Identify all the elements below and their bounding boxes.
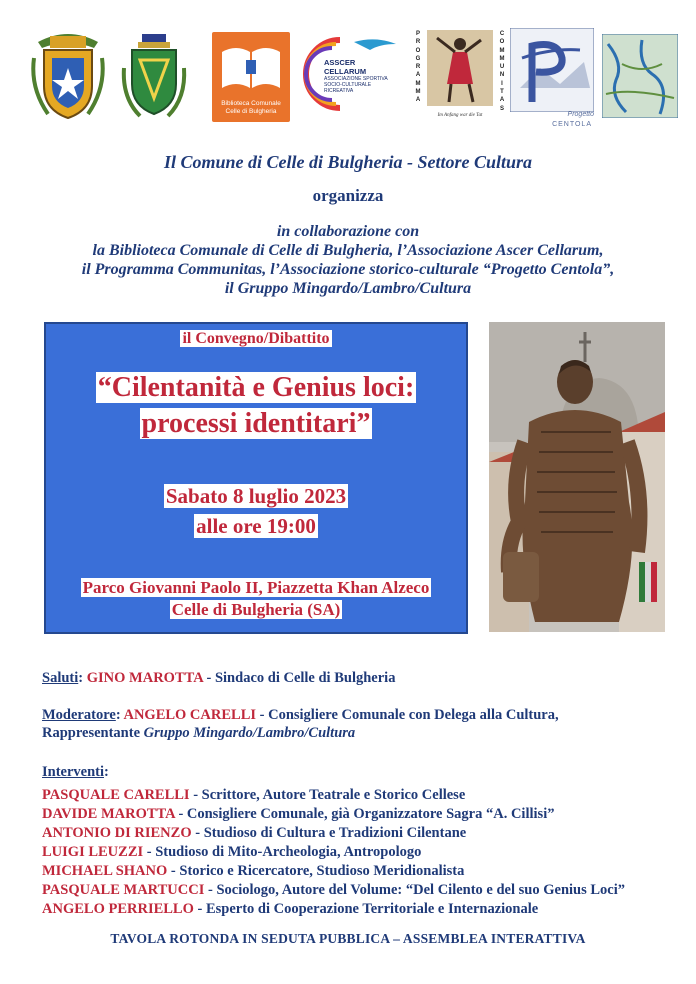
speaker-name: PASQUALE CARELLI — [42, 787, 190, 803]
organizer-heading: Il Comune di Celle di Bulgheria - Settore Cultura — [163, 152, 533, 172]
logo4-subtitle: ASSOCIAZIONE SPORTIVA SOCIO-CULTURALE RICREATIVA — [324, 76, 388, 94]
speaker-role: - Studioso di Cultura e Tradizioni Cilentane — [191, 825, 467, 841]
saluti-name: GINO MAROTTA — [86, 670, 203, 686]
speaker-name: LUIGI LEUZZI — [42, 844, 144, 860]
moderatore-role: - Consigliere Comunale con Delega alla Cultura, — [256, 707, 559, 723]
moderatore-line2 — [42, 724, 662, 743]
event-type-label: il Convegno/Dibattito — [182, 330, 330, 347]
speaker-role: - Esperto di Cooperazione Territoriale e Internazionale — [193, 901, 539, 917]
celle-di-bulgheria-coat-of-arms-logo — [28, 28, 108, 124]
speaker-item — [42, 824, 662, 843]
communitas-vertical-text: C O M M U N I T A S — [499, 31, 505, 112]
logo6-caption: Progetto — [567, 111, 594, 118]
statue-photo — [489, 322, 665, 632]
speaker-role: - Studioso di Mito-Archeologia, Antropologo — [143, 844, 422, 860]
collaboration-line: la Biblioteca Comunale di Celle di Bulgheria, l’Associazione Ascer Cellarum, — [92, 242, 604, 259]
saluti-role: - Sindaco di Celle di Bulgheria — [202, 670, 396, 686]
logo4-title: ASSCER CELLARUM — [324, 58, 367, 76]
interventi-heading: Interventi: — [42, 764, 109, 780]
speaker-item — [42, 862, 662, 881]
collaboration-line: in collaborazione con — [276, 223, 420, 240]
speaker-item — [42, 881, 662, 900]
organizza-text: organizza — [312, 186, 384, 205]
saluti-line: Saluti: GINO MAROTTA - Sindaco di Celle di Bulgheria — [42, 670, 396, 686]
moderatore-name: ANGELO CARELLI — [123, 707, 257, 723]
moderatore-label: Moderatore — [42, 707, 116, 723]
biblioteca-comunale-logo — [212, 32, 290, 122]
progetto-centola-logo — [510, 28, 594, 128]
logo6-caption-centola: CENTOLA — [552, 121, 592, 128]
logo4-caption — [324, 58, 398, 94]
speaker-role: - Scrittore, Autore Teatrale e Storico Cellese — [189, 787, 466, 803]
speaker-name: ANGELO PERRIELLO — [42, 901, 194, 917]
event-venue-line2: Celle di Bulgheria (SA) — [171, 600, 341, 619]
event-time: alle ore 19:00 — [196, 514, 316, 538]
logo3-caption: Biblioteca Comunale Celle di Bulgheria — [221, 100, 281, 115]
programma-communitas-logo — [412, 26, 508, 122]
moderatore-line: Moderatore: ANGELO CARELLI - Consigliere Comunale con Delega alla Cultura, — [42, 707, 559, 723]
moderatore-role2-group: Gruppo Mingardo/Lambro/Cultura — [143, 725, 356, 741]
municipal-shield-logo — [118, 28, 190, 124]
speaker-name: PASQUALE MARTUCCI — [42, 882, 205, 898]
event-venue-line1: Parco Giovanni Paolo II, Piazzetta Khan Alzeco — [82, 578, 430, 597]
moderatore-role2-prefix: Rappresentante — [42, 725, 144, 741]
speakers-list — [42, 786, 662, 919]
speaker-role: - Storico e Ricercatore, Studioso Meridionalista — [167, 863, 465, 879]
speaker-item — [42, 805, 662, 824]
programma-vertical-text: P R O G R A M M A — [415, 31, 421, 104]
saluti-label: Saluti — [42, 670, 79, 686]
territory-map-logo — [602, 34, 678, 118]
interventi-label: Interventi — [42, 764, 105, 780]
event-title-line2: processi identitari” — [141, 408, 371, 439]
speaker-name: DAVIDE MAROTTA — [42, 806, 175, 822]
speaker-item — [42, 843, 662, 862]
collaboration-line: il Gruppo Mingardo/Lambro/Cultura — [224, 280, 472, 297]
logo5-caption: Im Anfang war die Tat — [437, 113, 483, 118]
event-title-line1: “Cilentanità e Genius loci: — [97, 372, 415, 403]
speaker-role: - Consigliere Comunale, già Organizzatore Sagra “A. Cillisi” — [174, 806, 555, 822]
footer-note: TAVOLA ROTONDA IN SEDUTA PUBBLICA – ASSEMBLEA INTERATTIVA — [110, 931, 586, 946]
speaker-name: ANTONIO DI RIENZO — [42, 825, 192, 841]
speaker-item — [42, 786, 662, 805]
event-info-box — [44, 322, 468, 634]
speaker-item — [42, 900, 662, 919]
ascer-cellarum-logo — [300, 34, 400, 114]
speaker-role: - Sociologo, Autore del Volume: “Del Cilento e del suo Genius Loci” — [204, 882, 626, 898]
communitas-figure-icon — [427, 30, 493, 106]
event-date: Sabato 8 luglio 2023 — [165, 484, 347, 508]
speaker-name: MICHAEL SHANO — [42, 863, 168, 879]
collaboration-line: il Programma Communitas, l’Associazione storico-culturale “Progetto Centola”, — [81, 261, 615, 278]
